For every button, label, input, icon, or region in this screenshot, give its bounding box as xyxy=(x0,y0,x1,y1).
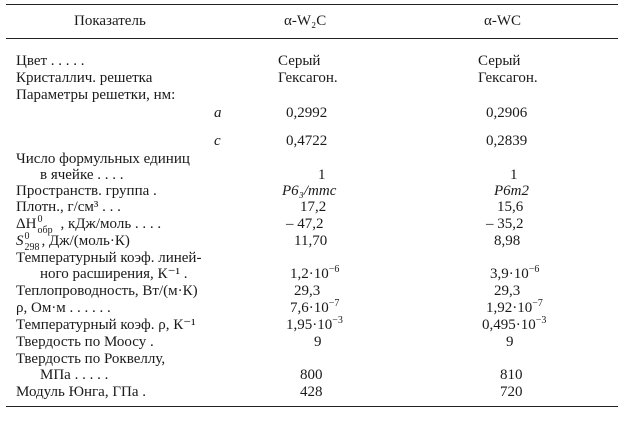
row-value-w2c: Серый xyxy=(278,53,321,69)
header-rule xyxy=(6,38,618,39)
entropy-rest: , Дж/(моль·К) xyxy=(41,233,130,249)
value-base: 1,92·10 xyxy=(486,300,533,316)
row-value-wc: 810 xyxy=(500,367,523,383)
row-value-w2c: 0,4722 xyxy=(286,133,328,149)
value-base: 7,6·10 xyxy=(290,300,329,316)
row-label: в ячейке . . . . xyxy=(40,167,124,183)
row-value-wc: Гексагон. xyxy=(478,70,538,86)
value-base: 0,495·10 xyxy=(482,317,536,333)
row-value-w2c: Гексагон. xyxy=(278,70,338,86)
row-value-wc xyxy=(490,266,539,282)
row-value-w2c xyxy=(290,266,339,282)
header-w2c: α-W₂C xyxy=(284,13,327,29)
row-value-w2c: 29,3 xyxy=(294,283,321,299)
row-value-wc: 720 xyxy=(500,384,523,400)
enthalpy-sup: 0 xyxy=(37,214,43,225)
row-label: МПа . . . . . xyxy=(40,367,109,383)
row-value-w2c xyxy=(286,317,343,333)
bottom-rule xyxy=(6,406,618,407)
value-base: 1,95·10 xyxy=(286,317,333,333)
row-label-entropy xyxy=(16,231,130,253)
top-rule xyxy=(6,4,618,5)
row-value-wc: P6m2 xyxy=(494,183,529,199)
row-label-enthalpy xyxy=(16,214,162,236)
row-label: Число формульных единиц xyxy=(16,151,190,167)
row-value-wc: 0,2839 xyxy=(486,133,528,149)
row-value-wc: 29,3 xyxy=(494,283,521,299)
row-value-w2c: 9 xyxy=(314,334,322,350)
value-exp: −7 xyxy=(532,298,543,309)
row-label: Цвет . . . . . xyxy=(16,53,85,69)
value-exp: −7 xyxy=(328,298,340,309)
enthalpy-rest: , кДж/моль . . . . xyxy=(60,216,162,232)
row-value-wc: – 35,2 xyxy=(486,216,524,232)
row-label-c: c xyxy=(214,133,221,149)
row-value-w2c: 428 xyxy=(300,384,323,400)
value-exp: −3 xyxy=(332,315,343,326)
row-label: Температурный коэф. линей- xyxy=(16,250,202,266)
row-value-wc: 1 xyxy=(510,167,518,183)
row-value-w2c: – 47,2 xyxy=(286,216,324,232)
row-value-wc xyxy=(482,317,546,333)
row-label-a: a xyxy=(214,105,222,121)
header-indicator: Показатель xyxy=(74,13,146,29)
entropy-symbol: S xyxy=(16,233,24,249)
value-exp: −6 xyxy=(328,264,340,275)
header-wc: α-WC xyxy=(484,13,522,29)
row-value-wc: 0,2906 xyxy=(486,105,528,121)
row-value-wc xyxy=(486,300,543,316)
row-label: Твердость по Роквеллу, xyxy=(16,351,166,367)
row-value-w2c: 11,70 xyxy=(294,233,328,249)
row-value-wc: 9 xyxy=(506,334,514,350)
enthalpy-symbol: ΔH xyxy=(16,216,37,232)
row-value-w2c: 17,2 xyxy=(300,199,327,215)
enthalpy-sub: обр xyxy=(37,225,53,236)
row-label: ρ, Ом·м . . . . . . xyxy=(16,300,111,316)
row-value-w2c: 0,2992 xyxy=(286,105,328,121)
row-label: Параметры решетки, нм: xyxy=(16,87,176,103)
value-base: 1,2·10 xyxy=(290,266,329,282)
value-base: 3,9·10 xyxy=(490,266,529,282)
row-value-wc: 8,98 xyxy=(494,233,521,249)
row-label: Кристаллич. решетка xyxy=(16,70,153,86)
row-label: Теплопроводность, Вт/(м·К) xyxy=(16,283,198,299)
row-value-w2c: 1 xyxy=(318,167,326,183)
row-label: ного расширения, К⁻¹ . xyxy=(40,266,188,282)
row-label: Плотн., г/см³ . . . xyxy=(16,199,121,215)
row-value-wc: 15,6 xyxy=(497,199,524,215)
row-value-wc: Серый xyxy=(478,53,521,69)
row-label: Пространств. группа . xyxy=(16,183,157,199)
value-exp: −6 xyxy=(528,264,540,275)
row-label: Модуль Юнга, ГПа . xyxy=(16,384,146,400)
row-label: Температурный коэф. ρ, К⁻¹ xyxy=(16,317,196,333)
row-value-w2c: 800 xyxy=(300,367,323,383)
entropy-sup: 0 xyxy=(24,231,30,242)
value-exp: −3 xyxy=(535,315,547,326)
entropy-sub: 298 xyxy=(24,242,40,253)
row-value-w2c xyxy=(290,300,339,316)
row-label: Твердость по Моосу . xyxy=(16,334,154,350)
row-value-w2c: P6₃/mmc xyxy=(282,183,337,199)
